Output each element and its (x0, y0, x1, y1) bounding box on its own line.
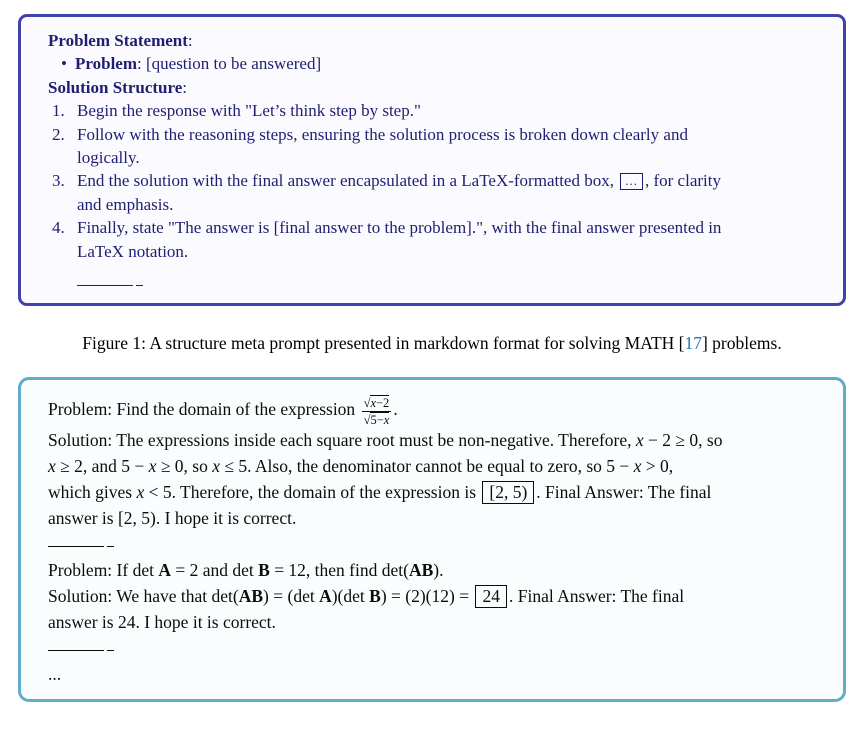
text-segment: AB (238, 586, 264, 607)
text-line (48, 609, 821, 635)
text-segment: > 0, (641, 456, 674, 477)
text-segment: . (393, 399, 398, 420)
text-segment: Figure 1: A structure meta prompt presented in markdown format for solving MATH [ (82, 333, 685, 354)
text-segment: x (48, 456, 56, 477)
text-segment: x (370, 396, 376, 411)
text-segment: x (635, 430, 644, 451)
text-segment: x (136, 482, 145, 503)
text-segment: 5− (370, 413, 384, 428)
text-segment: ] problems. (701, 333, 782, 354)
math-fraction (362, 396, 392, 427)
text-segment: : [question to be answered] (137, 54, 322, 74)
text-segment: . Final Answer: The final (508, 586, 685, 607)
item-number: 1. (52, 101, 65, 121)
text-line (48, 76, 821, 99)
text-line (48, 479, 821, 505)
text-line (48, 427, 821, 453)
text-line (48, 661, 821, 687)
rule-line (107, 546, 114, 547)
text-segment: B (258, 560, 270, 581)
text-segment: )(det (331, 586, 370, 607)
text-segment: End the solution with the final answer encapsulated in a LaTeX-formatted box, (77, 171, 619, 191)
bullet-marker: • (61, 54, 67, 74)
text-segment: < 5. Therefore, the domain of the expression is (144, 482, 481, 503)
fraction-numerator (362, 396, 392, 412)
text-segment: : (182, 77, 188, 97)
text-segment: A (319, 586, 332, 607)
text-segment: ). (433, 560, 444, 581)
text-segment: . Final Answer: The final (536, 482, 712, 503)
boxed-answer: ... (620, 173, 643, 190)
text-line (48, 123, 821, 146)
text-segment: Begin the response with "Let’s think step by step." (77, 101, 421, 121)
text-segment: B (369, 586, 381, 607)
page (0, 14, 864, 730)
text-segment: Problem (75, 54, 138, 74)
text-segment: = 12, then find det( (269, 560, 409, 581)
text-segment: Solution Structure (48, 77, 183, 97)
text-line (48, 99, 821, 122)
boxed-answer: [2, 5) (482, 481, 534, 503)
text-segment: : (187, 31, 193, 50)
figure-caption (18, 332, 846, 355)
citation-link[interactable]: 17 (684, 333, 702, 354)
text-segment: Follow with the reasoning steps, ensuring the solution process is broken down clearly and (77, 124, 688, 144)
rule-line (107, 650, 114, 651)
text-line (48, 396, 821, 427)
text-segment: Finally, state "The answer is [final answer to the problem].", with the final answer presented in (77, 218, 722, 238)
text-line (48, 29, 821, 52)
text-line (77, 193, 821, 216)
text-line (48, 453, 821, 479)
text-segment: which gives (48, 482, 137, 503)
text-segment: AB (408, 560, 434, 581)
text-segment: answer is [2, 5). I hope it is correct. (48, 508, 297, 529)
fraction-denominator (362, 412, 392, 427)
item-number: 4. (52, 218, 65, 238)
rule-line (48, 650, 104, 651)
text-segment: √ (363, 413, 371, 428)
text-segment: , for clarity (644, 171, 721, 191)
text-segment: and emphasis. (77, 194, 174, 214)
separator-rule (48, 531, 821, 557)
text-segment: −2 (376, 396, 390, 411)
text-segment: = 2 and det (170, 560, 259, 581)
text-segment: x (148, 456, 157, 477)
text-segment: Solution: The expressions inside each square root must be non-negative. Therefore, (48, 430, 636, 451)
rule-line (77, 285, 133, 286)
text-segment: ) = (det (263, 586, 320, 607)
boxed-answer: 24 (475, 585, 507, 607)
separator-rule (77, 272, 821, 295)
text-line (48, 583, 821, 609)
text-segment: Solution: We have that det( (48, 586, 239, 607)
text-segment: ≥ 2, and 5 − (55, 456, 149, 477)
text-segment: Problem: If det (48, 560, 159, 581)
text-line (77, 240, 821, 263)
item-number: 3. (52, 171, 65, 191)
text-segment: LaTeX notation. (77, 241, 189, 261)
text-segment: x (633, 456, 642, 477)
text-segment: x (212, 456, 221, 477)
text-segment: ≤ 5. Also, the denominator cannot be equal to zero, so 5 − (220, 456, 634, 477)
item-number: 2. (52, 124, 65, 144)
text-segment: − 2 ≥ 0, so (643, 430, 723, 451)
text-segment: √ (363, 396, 371, 411)
text-line (48, 169, 821, 192)
meta-prompt-box (18, 14, 846, 306)
text-line (48, 216, 821, 239)
text-segment: Problem Statement (48, 31, 188, 50)
text-line (48, 52, 821, 75)
text-segment: answer is 24. I hope it is correct. (48, 612, 276, 633)
text-segment: ≥ 0, so (156, 456, 213, 477)
rule-line (136, 285, 143, 286)
text-segment: Problem: Find the domain of the expression (48, 399, 360, 420)
text-segment: logically. (77, 148, 140, 168)
text-line (48, 557, 821, 583)
text-line (48, 505, 821, 531)
text-segment: x (383, 413, 390, 428)
text-segment: ... (48, 664, 62, 685)
text-segment: A (158, 560, 171, 581)
example-output-box (18, 377, 846, 702)
text-line (77, 146, 821, 169)
text-segment: ) = (2)(12) = (380, 586, 474, 607)
rule-line (48, 546, 104, 547)
separator-rule (48, 635, 821, 661)
